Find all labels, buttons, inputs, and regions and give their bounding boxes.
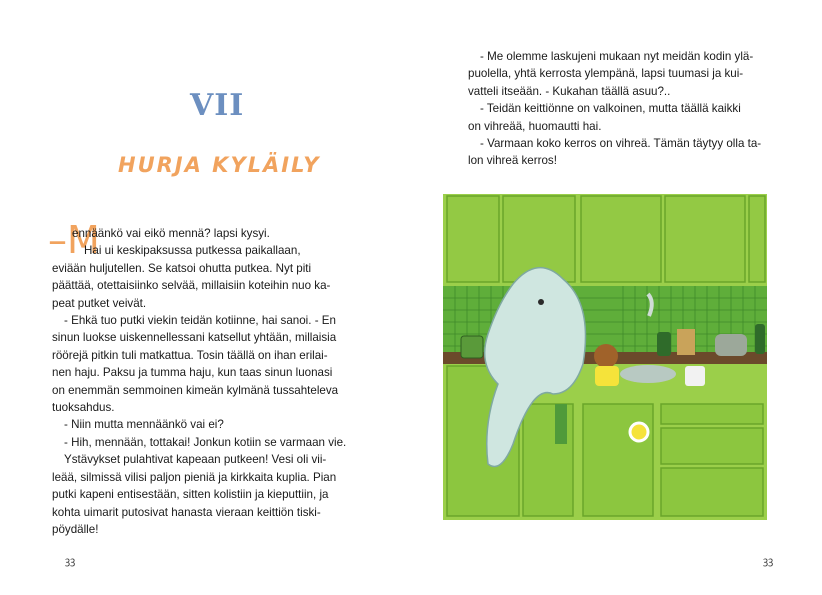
- text-line: on enemmän semmoinen kimeän kylmänä tussahteleva: [52, 383, 339, 397]
- left-body-text: [52, 225, 364, 538]
- text-line: puolella, yhtä kerrosta ylempänä, lapsi tuumasi ja kui-: [468, 67, 744, 81]
- text-line: - Teidän keittiönne on valkoinen, mutta täällä kaikki: [480, 102, 741, 116]
- bottle: [657, 332, 671, 356]
- text-line: leää, silmissä vilisi paljon pieniä ja kirkkaita kuplia. Pian: [52, 470, 337, 484]
- bottle: [755, 324, 765, 354]
- text-line: on vihreää, huomautti hai.: [468, 119, 602, 133]
- chapter-title: HURJA KYLÄILY: [118, 153, 321, 177]
- text-line: lon vihreä kerros!: [468, 154, 557, 168]
- flower-decoration: [630, 423, 648, 441]
- mug: [685, 366, 705, 386]
- text-line: - Varmaan koko kerros on vihreä. Tämän täytyy olla ta-: [480, 137, 762, 151]
- toaster: [715, 334, 747, 356]
- text-line: putki kapeni entisestään, sitten kolistiin ja kieputtiin, ja: [52, 488, 329, 502]
- text-line: - Ehkä tuo putki viekin teidän kotiinne, hai sanoi. - En: [64, 314, 336, 328]
- text-line: vatteli itseään. - Kukahan täällä asuu?..: [468, 84, 671, 98]
- upper-cabinets: [447, 196, 765, 282]
- text-line: sinun luokse uiskennellessani katsellut yhtään, millaisia: [52, 331, 337, 345]
- text-line: Hai ui keskipaksussa putkessa paikallaan,: [84, 244, 301, 258]
- text-line: pöydälle!: [52, 522, 99, 536]
- text-line: Ystävykset pulahtivat kapeaan putkeen! Vesi oli vii-: [64, 453, 327, 467]
- hanging-towel: [555, 404, 567, 444]
- knife-block: [677, 329, 695, 355]
- text-line: röörejä pitkin tuli matkattua. Tosin täällä on ihan erilai-: [52, 348, 328, 362]
- shark-eye: [538, 299, 544, 305]
- right-body-text: [468, 48, 773, 170]
- child-shirt: [595, 366, 619, 386]
- drop-cap: –M: [48, 218, 100, 262]
- text-line: tuoksahdus.: [52, 401, 115, 415]
- right-page: [411, 0, 822, 595]
- text-line: päättää, otettaisiinko selvää, millaisiin koteihin nuo ka-: [52, 279, 331, 293]
- text-line: ennäänkö vai eikö mennä? lapsi kysyi.: [72, 227, 270, 240]
- kitchen-illustration: [443, 194, 767, 520]
- page-number-left: ꝫꝫ: [65, 556, 76, 567]
- sink: [620, 365, 676, 383]
- text-line: - Niin mutta mennäänkö vai ei?: [64, 418, 224, 432]
- text-line: kohta uimarit putosivat hanasta vieraan keittiön tiski-: [52, 505, 321, 519]
- jar: [461, 336, 483, 358]
- text-line: nen haju. Paksu ja tumma haju, kun taas sinun luonasi: [52, 366, 333, 380]
- chapter-number: VII: [190, 88, 245, 123]
- text-line: eviään huljutellen. Se katsoi ohutta putkea. Nyt piti: [52, 261, 312, 275]
- child-head: [594, 344, 618, 368]
- text-line: peat putket veivät.: [52, 296, 147, 310]
- text-line: - Me olemme laskujeni mukaan nyt meidän kodin ylä-: [480, 50, 754, 63]
- page-number-right: ꝫꝫ: [763, 556, 774, 567]
- text-line: - Hih, mennään, tottakai! Jonkun kotiin se varmaan vie.: [64, 435, 347, 449]
